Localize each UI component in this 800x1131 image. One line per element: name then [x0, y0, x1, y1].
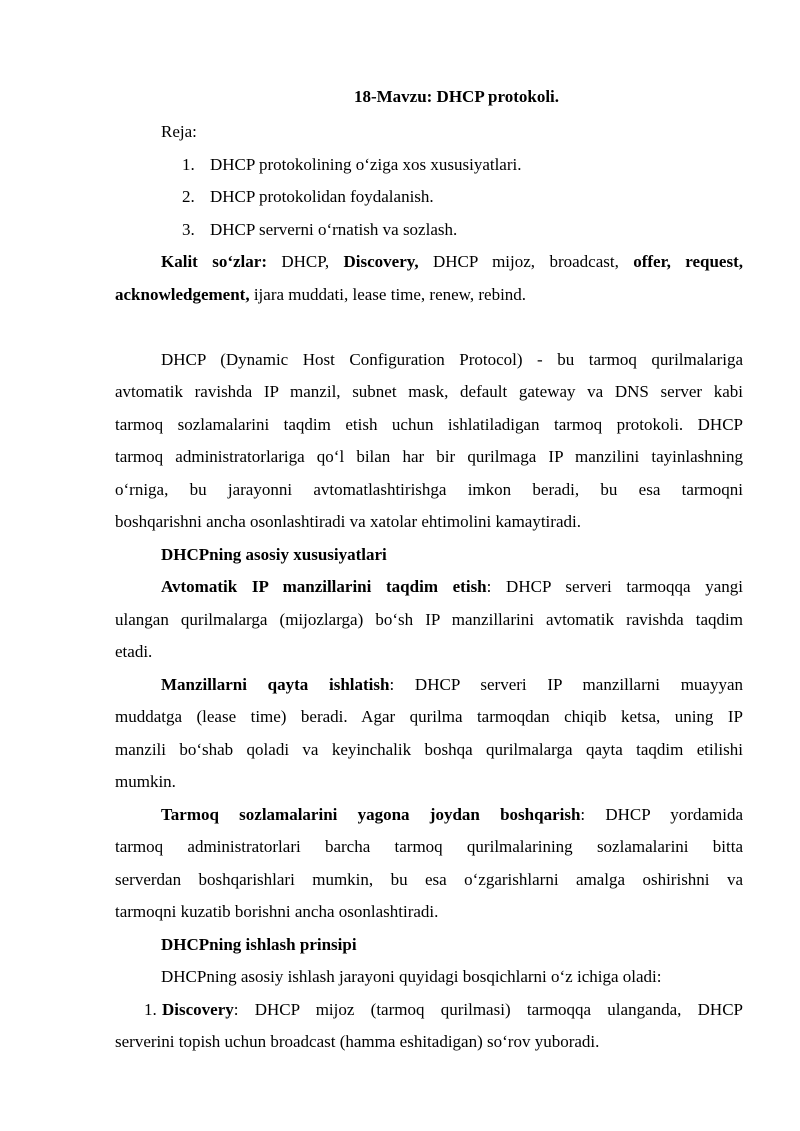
step-text: : DHCP mijoz (tarmoq qurilmasi) tarmoqqa ulanganda, DHCP: [233, 999, 743, 1019]
plan-item-text: DHCP serverni o‘rnatish va sozlash.: [210, 219, 458, 239]
paragraph-line: boshqarishni ancha osonlashtiradi va xatolar ehtimolini kamaytiradi.: [115, 512, 581, 531]
step-number: 1.: [144, 999, 157, 1019]
paragraph-line: [115, 799, 743, 832]
plan-item-number: 1.: [182, 154, 195, 174]
paragraph-line: tarmoq administratorlariga qo‘l bilan har bir qurilmaga IP manzilini tayinlashning: [115, 447, 743, 466]
section-heading-text: DHCPning ishlash prinsipi: [161, 934, 357, 954]
keywords-text: ijara muddati, lease time, renew, rebind.: [249, 284, 527, 304]
plan-label: Reja:: [161, 122, 197, 141]
paragraph-line: DHCPning asosiy ishlash jarayoni quyidagi bosqichlarni o‘z ichiga oladi:: [161, 967, 662, 986]
feature-text: : DHCP serveri tarmoqqa yangi: [486, 577, 743, 596]
keywords-text: DHCP mijoz, broadcast,: [418, 252, 634, 271]
paragraph-line: tarmoq administratorlari barcha tarmoq qurilmalarining sozlamalarini bitta: [115, 837, 743, 856]
paragraph-line: ulangan qurilmalarga (mijozlarga) bo‘sh IP manzillarini avtomatik ravishda taqdim: [115, 609, 743, 629]
paragraph-line: mumkin.: [115, 772, 176, 791]
feature-text: : DHCP serveri IP manzillarni muayyan: [389, 674, 744, 694]
document-body: [115, 116, 743, 1059]
keywords-line: [115, 246, 743, 279]
step-line: [115, 994, 743, 1027]
feature-text: : DHCP yordamida: [580, 804, 743, 824]
paragraph-line: [115, 571, 743, 604]
plan-item: [115, 214, 743, 247]
paragraph-line: serverdan boshqarishlari mumkin, bu esa o‘zgarishlarni amalga oshirishni va: [115, 869, 743, 889]
paragraph-line: tarmoq sozlamalarini taqdim etish uchun ishlatiladigan tarmoq protokoli. DHCP: [115, 414, 743, 434]
plan-item-text: DHCP protokolining o‘ziga xos xususiyatlari.: [210, 154, 522, 174]
paragraph-line: serverini topish uchun broadcast (hamma eshitadigan) so‘rov yuboradi.: [115, 1032, 600, 1051]
paragraph-line: avtomatik ravishda IP manzil, subnet mask, default gateway va DNS server kabi: [115, 382, 743, 401]
paragraph-line: [115, 669, 743, 702]
keywords-text: DHCP,: [266, 252, 344, 271]
paragraph-line: muddatga (lease time) beradi. Agar qurilma tarmoqdan chiqib ketsa, uning IP: [115, 707, 743, 726]
paragraph-line: o‘rniga, bu jarayonni avtomatlashtirishga imkon beradi, bu esa tarmoqni: [115, 479, 743, 499]
feature-term: Avtomatik IP manzillarini taqdim etish: [161, 577, 487, 596]
keywords-line: [115, 279, 743, 312]
paragraph-line: manzili bo‘shab qoladi va keyinchalik boshqa qurilmalarga qayta taqdim etilishi: [115, 739, 743, 759]
section-heading: [115, 929, 743, 962]
feature-term: Tarmoq sozlamalarini yagona joydan boshqarish: [161, 804, 581, 824]
section-heading: [115, 539, 743, 572]
document-title: 18-Mavzu: DHCP protokoli.: [353, 87, 560, 106]
keywords-label: Kalit so‘zlar:: [161, 252, 267, 271]
plan-item-number: 2.: [182, 187, 195, 206]
plan-item-text: DHCP protokolidan foydalanish.: [210, 187, 434, 206]
paragraph-line: DHCP (Dynamic Host Configuration Protocol) - bu tarmoq qurilmalariga: [161, 349, 743, 369]
plan-item-number: 3.: [182, 219, 195, 239]
keyword-bold: acknowledgement,: [115, 284, 250, 304]
paragraph-line: etadi.: [115, 642, 153, 661]
paragraph-line: tarmoqni kuzatib borishni ancha osonlashtiradi.: [115, 902, 439, 921]
plan-item: [115, 181, 743, 214]
plan-item: [115, 149, 743, 182]
feature-term: Manzillarni qayta ishlatish: [161, 674, 390, 694]
keyword-bold: offer, request,: [633, 252, 743, 271]
step-term: Discovery: [162, 999, 234, 1019]
keyword-bold: Discovery,: [343, 252, 419, 271]
blank-line: [115, 311, 743, 344]
section-heading-text: DHCPning asosiy xususiyatlari: [161, 544, 387, 564]
